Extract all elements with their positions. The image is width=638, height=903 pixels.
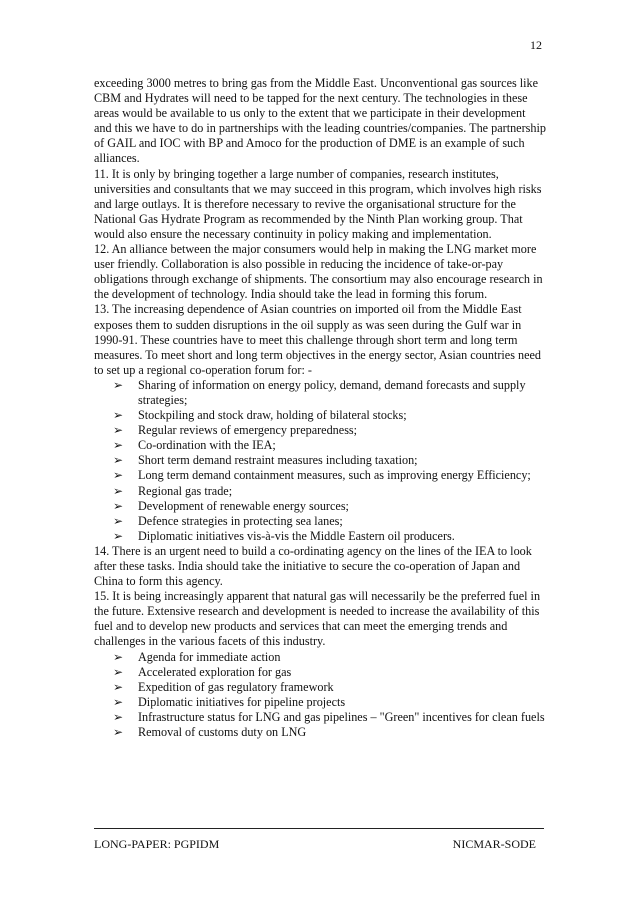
paragraph-group-mid — [94, 544, 546, 650]
list-item — [113, 378, 546, 408]
list-item-text: Diplomatic initiatives for pipeline projects — [138, 694, 346, 709]
arrow-bullet-icon: ➢ — [113, 453, 124, 468]
list-item — [113, 725, 546, 740]
list-item — [113, 514, 546, 529]
list-item — [113, 695, 546, 710]
arrow-bullet-icon: ➢ — [113, 725, 124, 740]
list-item-text: Defence strategies in protecting sea lanes; — [138, 513, 343, 528]
page-number: 12 — [530, 38, 542, 52]
arrow-bullet-icon: ➢ — [113, 513, 124, 528]
list-item-text: Development of renewable energy sources; — [138, 498, 349, 513]
arrow-bullet-icon: ➢ — [113, 408, 124, 423]
arrow-bullet-icon: ➢ — [113, 664, 124, 679]
list-item — [113, 710, 546, 725]
arrow-bullet-icon: ➢ — [113, 709, 124, 724]
footer-left-text: LONG-PAPER: PGPIDM — [94, 837, 220, 851]
list-item — [113, 650, 546, 665]
list-item-text: Expedition of gas regulatory framework — [138, 679, 334, 694]
arrow-bullet-icon: ➢ — [113, 468, 124, 483]
paragraph: exceeding 3000 metres to bring gas from the Middle East. Unconventional gas sources like CBM and Hydrates will need to be tapped for the next century. The technologies in these areas would be available to us only to the extent that we participate in their development and this we have to do in partnerships with the leading countries/companies. The partnership of GAIL and IOC with BP and Amoco for the production of DME is an example of such alliances. — [94, 76, 546, 166]
paragraph-13: 13. The increasing dependence of Asian countries on imported oil from the Middle East exposes them to sudden disruptions in the oil supply as was seen during the Gulf war in 1990-91. These countries have to meet this challenge through short term and long term measures. To meet short and long term objectives in the energy sector, Asian countries need to set up a regional co-operation forum for: - — [94, 302, 541, 377]
list-item — [113, 529, 546, 544]
arrow-bullet-icon: ➢ — [113, 498, 124, 513]
arrow-bullet-icon: ➢ — [113, 528, 124, 543]
paragraph-group-top — [94, 76, 546, 378]
page-footer — [94, 837, 536, 852]
arrow-bullet-icon: ➢ — [113, 438, 124, 453]
list-item-text: Diplomatic initiatives vis-à-vis the Middle Eastern oil producers. — [138, 528, 455, 543]
arrow-bullet-icon: ➢ — [113, 679, 124, 694]
list-item-text: Regular reviews of emergency preparedness; — [138, 423, 358, 438]
list-item — [113, 453, 546, 468]
bullet-list-agenda — [94, 650, 546, 741]
footer-right-text: NICMAR-SODE — [452, 837, 536, 851]
list-item — [113, 468, 546, 483]
list-item-text: Stockpiling and stock draw, holding of bilateral stocks; — [138, 408, 407, 423]
list-item — [113, 408, 546, 423]
footer-divider — [94, 828, 544, 829]
paragraph-14: 14. There is an urgent need to build a co-ordinating agency on the lines of the IEA to look after these tasks. India should take the initiative to secure the co-operation of Japan and China to form this agency. — [94, 543, 532, 589]
list-item-text: Agenda for immediate action — [138, 649, 281, 664]
document-body — [94, 76, 546, 740]
list-item — [113, 665, 546, 680]
list-item-text: Long term demand containment measures, such as improving energy Efficiency; — [138, 468, 531, 483]
list-item — [113, 680, 546, 695]
list-item-text: Accelerated exploration for gas — [138, 664, 292, 679]
list-item — [113, 484, 546, 499]
arrow-bullet-icon: ➢ — [113, 483, 124, 498]
list-item-text: Short term demand restraint measures including taxation; — [138, 453, 418, 468]
list-item-text: Removal of customs duty on LNG — [138, 725, 307, 740]
list-item-text: Infrastructure status for LNG and gas pipelines – "Green" incentives for clean fuels — [138, 709, 545, 724]
list-item — [113, 438, 546, 453]
arrow-bullet-icon: ➢ — [113, 649, 124, 664]
list-item — [113, 499, 546, 514]
list-item-text: Sharing of information on energy policy, demand, demand forecasts and supply strategies; — [138, 377, 526, 407]
bullet-list-cooperation — [94, 378, 546, 544]
arrow-bullet-icon: ➢ — [113, 423, 124, 438]
arrow-bullet-icon: ➢ — [113, 694, 124, 709]
arrow-bullet-icon: ➢ — [113, 377, 124, 392]
paragraph-12: 12. An alliance between the major consumers would help in making the LNG market more user friendly. Collaboration is also possible in reducing the incidence of take-or-pay obligations through exchange of shipments. The consortium may also encourage research in the development of technology. India should take the lead in forming this forum. — [94, 242, 543, 302]
paragraph-11: 11. It is only by bringing together a large number of companies, research institutes, universities and consultants that we may succeed in this program, which involves high risks and large outlays. It is therefore necessary to revive the organisational structure for the National Gas Hydrate Program as recommended by the Ninth Plan working group. That would also ensure the necessary continuity in policy making and implementation. — [94, 166, 542, 241]
list-item-text: Co-ordination with the IEA; — [138, 438, 276, 453]
list-item-text: Regional gas trade; — [138, 483, 233, 498]
list-item — [113, 423, 546, 438]
paragraph-15: 15. It is being increasingly apparent that natural gas will necessarily be the preferred fuel in the future. Extensive research and development is needed to increase the availability of this fuel and to develop new products and services that can meet the emerging trends and challenges in the various facets of this industry. — [94, 589, 541, 649]
